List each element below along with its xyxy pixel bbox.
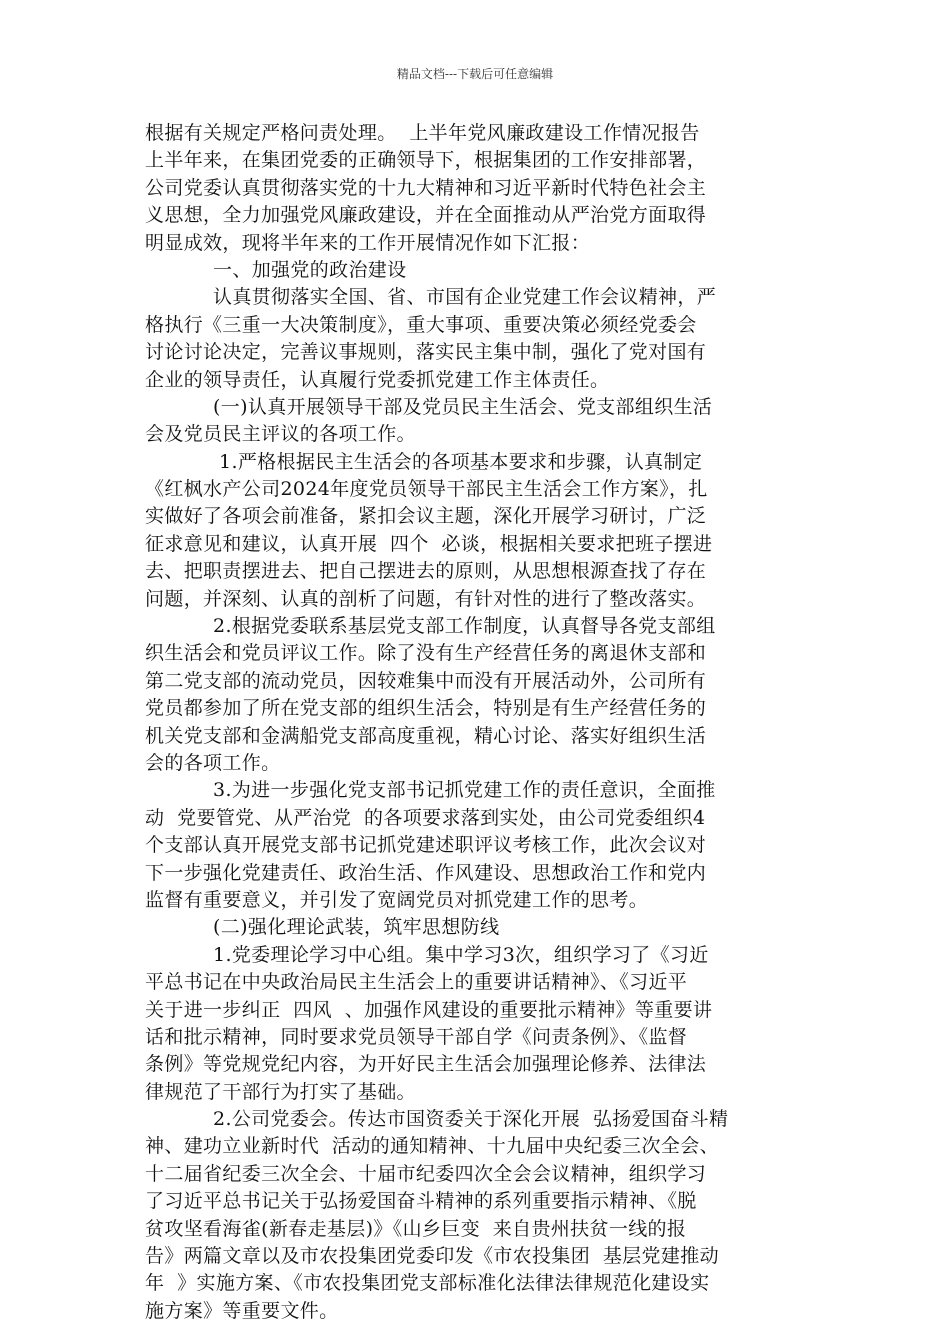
text-line: 问题，并深刻、认真的剖析了问题，有针对性的进行了整改落实。 (145, 587, 707, 610)
text-line: 党员都参加了所在党支部的组织生活会，特别是有生产经营任务的 (145, 697, 707, 720)
text-line: 讨论讨论决定，完善议事规则，落实民主集中制，强化了党对国有 (145, 341, 707, 364)
text-line: 2.公司党委会。传达市国资委关于深化开展 弘扬爱国奋斗精 (213, 1108, 729, 1131)
text-line: 一、加强党的政治建设 (213, 258, 407, 281)
text-line: 话和批示精神，同时要求党员领导干部自学《问责条例》、《监督 (145, 1025, 688, 1048)
text-line: 年 》实施方案、《市农投集团党支部标准化法律法律规范化建设实 (145, 1272, 710, 1295)
text-line: 征求意见和建议，认真开展 四个 必谈，根据相关要求把班子摆进 (145, 532, 713, 555)
text-line: 义思想，全力加强党风廉政建设，并在全面推动从严治党方面取得 (145, 204, 707, 227)
text-line: 告》两篇文章以及市农投集团党委印发《市农投集团 基层党建推动 (145, 1245, 719, 1268)
text-line: 根据有关规定严格问责处理。 上半年党风廉政建设工作情况报告 (145, 122, 700, 144)
text-line: 平总书记在中央政治局民主生活会上的重要讲话精神》、《习近平 (145, 971, 688, 994)
document-body (145, 120, 813, 1325)
text-line: 上半年来，在集团党委的正确领导下，根据集团的工作安排部署， (145, 149, 707, 172)
text-line: 律规范了干部行为打实了基础。 (145, 1080, 416, 1103)
text-line: 去、把职责摆进去、把自己摆进去的原则，从思想根源查找了存在 (145, 560, 707, 583)
text-line: 会及党员民主评议的各项工作。 (145, 423, 416, 446)
text-line: 关于进一步纠正 四风 、加强作风建设的重要批示精神》等重要讲 (145, 998, 713, 1021)
text-line: 监督有重要意义，并引发了宽阔党员对抓党建工作的思考。 (145, 888, 649, 911)
text-line: (二)强化理论武装，筑牢思想防线 (213, 916, 500, 939)
text-line: 下一步强化党建责任、政治生活、作风建设、思想政治工作和党内 (145, 861, 707, 884)
text-line: 会的各项工作。 (145, 751, 281, 774)
text-line: 十二届省纪委三次全会、十届市纪委四次全会会议精神，组织学习 (145, 1162, 707, 1185)
text-line: 1.党委理论学习中心组。集中学习3次，组织学习了《习近 (213, 943, 709, 966)
text-line: 个支部认真开展党支部书记抓党建述职评议考核工作，此次会议对 (145, 834, 707, 857)
text-line: 神、建功立业新时代 活动的通知精神、十九届中央纪委三次全会、 (145, 1135, 719, 1158)
text-line: 1.严格根据民主生活会的各项基本要求和步骤，认真制定 (219, 450, 703, 473)
text-line: 明显成效，现将半年来的工作开展情况作如下汇报： (145, 231, 591, 254)
text-line: (一)认真开展领导干部及党员民主生活会、党支部组织生活 (213, 395, 713, 418)
text-line: 3.为进一步强化党支部书记抓党建工作的责任意识，全面推 (213, 779, 716, 802)
text-line: 第二党支部的流动党员，因较难集中而没有开展活动外，公司所有 (145, 669, 707, 692)
text-line: 动 党要管党、从严治党 的各项要求落到实处，由公司党委组织4 (145, 806, 706, 829)
text-line: 织生活会和党员评议工作。除了没有生产经营任务的离退休支部和 (145, 642, 707, 665)
text-line: 实做好了各项会前准备，紧扣会议主题，深化开展学习研讨，广泛 (145, 505, 707, 528)
text-line: 机关党支部和金满船党支部高度重视，精心讨论、落实好组织生活 (145, 724, 707, 747)
page-header: 精品文档---下载后可任意编辑 (396, 67, 554, 81)
text-line: 2.根据党委联系基层党支部工作制度，认真督导各党支部组 (213, 615, 716, 638)
text-line: 条例》等党规党纪内容，为开好民主生活会加强理论修养、法律法 (145, 1053, 707, 1076)
text-line: 了习近平总书记关于弘扬爱国奋斗精神的系列重要指示精神、《脱 (145, 1190, 697, 1213)
text-line: 贫攻坚看海雀(新春走基层)》《山乡巨变 来自贵州扶贫一线的报 (145, 1217, 687, 1240)
text-line: 公司党委认真贯彻落实党的十九大精神和习近平新时代特色社会主 (145, 176, 707, 199)
text-line: 施方案》等重要文件。 (145, 1299, 339, 1322)
text-line: 格执行《三重一大决策制度》，重大事项、重要决策必须经党委会 (145, 313, 697, 336)
text-line: 《红枫水产公司2024年度党员领导干部民主生活会工作方案》，扎 (145, 478, 708, 501)
text-line: 认真贯彻落实全国、省、市国有企业党建工作会议精神，严 (213, 286, 717, 309)
text-line: 企业的领导责任，认真履行党委抓党建工作主体责任。 (145, 368, 610, 391)
